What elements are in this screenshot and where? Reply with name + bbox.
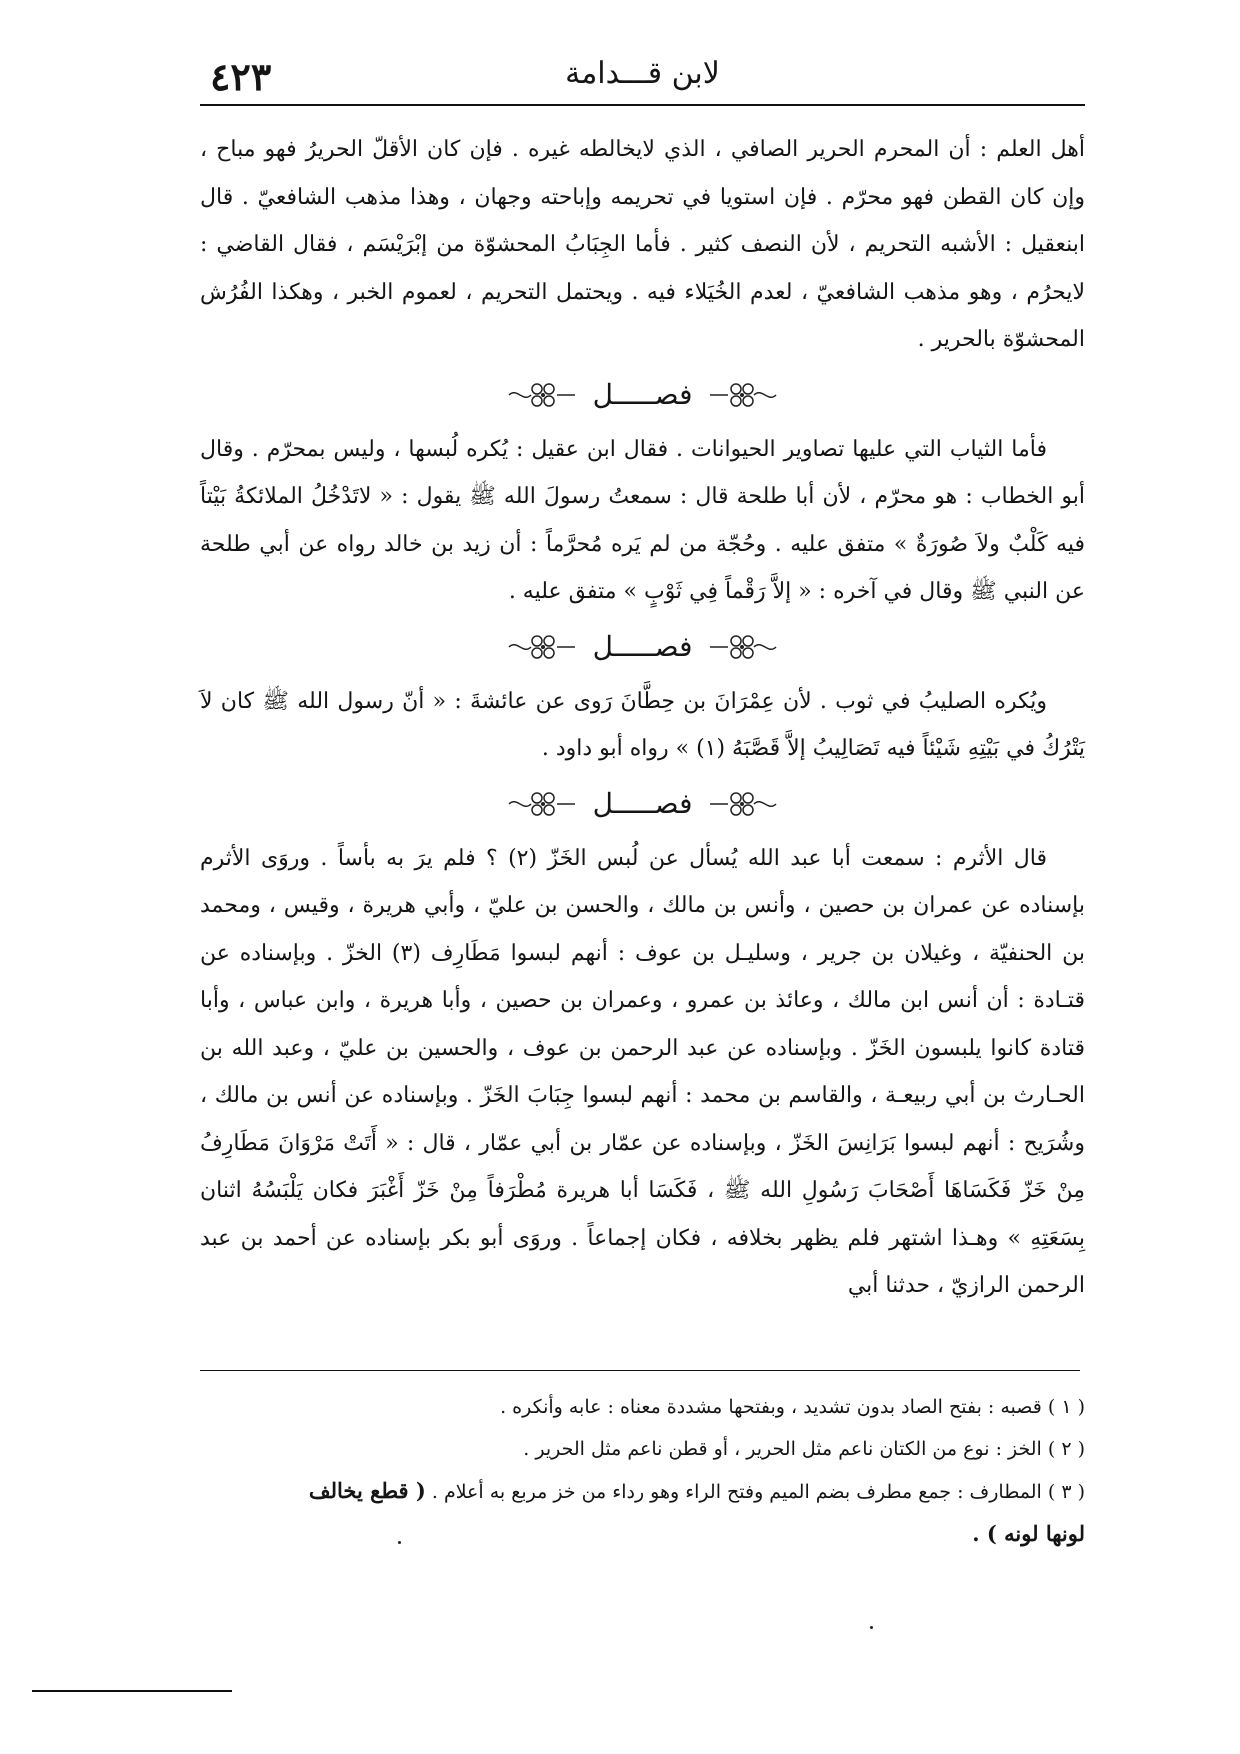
main-text xyxy=(200,126,1085,1310)
section-title: فصـــــل xyxy=(592,787,693,820)
footnote-2: ( ٢ ) الخز : نوع من الكتان ناعم مثل الحرير ، أو قطن ناعم مثل الحرير . xyxy=(523,1438,1085,1460)
section-title: فصـــــل xyxy=(592,378,693,411)
footnote-rule xyxy=(200,1370,1080,1371)
footnote-1: ( ١ ) قصبه : بفتح الصاد بدون تشديد ، وبفتحها مشددة معناه : عابه وأنكره . xyxy=(500,1396,1085,1418)
print-speck xyxy=(398,1541,401,1544)
paragraph-images: فأما الثياب التي عليها تصاوير الحيوانات . فقال ابن عقيل : يُكره لُبسها ، وليس بمحرّم . وقال أبو الخطاب : هو محرّم ، لأن أبا طلحة قال : سمعتُ رسولَ الله ﷺ يقول : « لاتَدْخُلُ الملائكةُ بَيْتاً فيه كَلْبٌ ولاَ صُورَةٌ » متفق عليه . وحُجّة من لم يَره مُحرَّماً : أن زيد بن خالد رواه عن أبي طلحة عن النبي ﷺ وقال في آخره : « إلاَّ رَقْماً فِي ثَوْبٍ » متفق عليه . xyxy=(200,436,1085,604)
bottom-rule xyxy=(32,1690,232,1692)
ornament-icon xyxy=(507,787,577,821)
section-heading xyxy=(200,366,1085,424)
footnote-3-text: ( ٣ ) المطارف : جمع مطرف بضم الميم وفتح الراء وهو رداء من خز مربع به أعلام . xyxy=(431,1481,1085,1503)
paragraph-khazz: قال الأثرم : سمعت أبا عبد الله يُسأل عن لُبس الخَزّ (٢) ؟ فلم يرَ به بأساً . وروَى الأثرم بإسناده عن عمران بن حصين ، وأنس بن مالك ، والحسن بن عليّ ، وأبي هريرة ، وقيس ، ومحمد بن الحنفيّة ، وغيلان بن جرير ، وسليـل بن عوف : أنهم لبسوا مَطَارِف (٣) الخزّ . وبإسناده عن قتـادة : أن أنس ابن مالك ، وعائذ بن عمرو ، وعمران بن حصين ، وأبا هريرة ، وابن عباس ، وأبا قتادة كانوا يلبسون الخَزّ . وبإسناده عن عبد الرحمن بن عوف ، والحسين بن عليّ ، وعبد الله بن الحـارث بن أبي ربيعـة ، والقاسم بن محمد : أنهم لبسوا جِبَابَ الخَزّ . وبإسناده عن أنس بن مالك ، وشُرَيح : أنهم لبسوا بَرَانِسَ الخَزّ ، وبإسناده عن عمّار بن أبي عمّار ، قال : « أَتَتْ مَرْوَانَ مَطَارِفُ مِنْ خَزّ فَكَسَاهَا أَصْحَابَ رَسُولِ الله ﷺ ، فَكَسَا أبا هريرة مُطْرَفاً مِنْ خَزّ أَغْبَرَ فكان يَلْبَسُهُ اثنان بِسَعَتِهِ » وهـذا اشتهر فلم يظهر بخلافه ، فكان إجماعاً . وروَى أبو بكر بإسناده عن أحمد بن عبد الرحمن الرازيّ ، حدثنا أبي xyxy=(200,845,1085,1298)
print-speck xyxy=(870,1626,873,1629)
ornament-icon xyxy=(708,630,778,664)
section-title: فصـــــل xyxy=(592,630,693,663)
ornament-icon xyxy=(507,378,577,412)
header-rule xyxy=(200,104,1085,106)
page-header xyxy=(200,46,1085,99)
footnote-3-bold: ( قطع يخالف xyxy=(308,1478,426,1503)
ornament-icon xyxy=(708,787,778,821)
section-heading xyxy=(200,775,1085,833)
paragraph-cross: ويُكره الصليبُ في ثوب . لأن عِمْرَانَ بن حِطَّانَ رَوى عن عائشةَ : « أنّ رسول الله ﷺ كان لاَ يَتْرُكُ في بَيْتِهِ شَيْئاً فيه تَصَالِيبُ إلاَّ قَصَّبَهُ (١) » رواه أبو داود . xyxy=(200,688,1085,761)
paragraph-silk: أهل العلم : أن المحرم الحرير الصافي ، الذي لايخالطه غيره . فإن كان الأقلّ الحريرُ فهو مباح ، وإن كان القطن فهو محرّم . فإن استويا في تحريمه وإباحته وجهان ، وهذا مذهب الشافعيّ . قال ابنعقيل : الأشبه التحريم ، لأن النصف كثير . فأما الجِبَابُ المحشوّة من إبْرَيْسَم ، فقال القاضي : لايحرُم ، وهو مذهب الشافعيّ ، لعدم الخُيَلاء فيه . ويحتمل التحريم ، لعموم الخبر ، وهكذا الفُرُش المحشوّة بالحرير . xyxy=(200,137,1086,352)
page-number: ٤٢٣ xyxy=(210,54,272,99)
footnotes xyxy=(200,1386,1085,1555)
ornament-icon xyxy=(507,630,577,664)
footnote-3-continuation: لونها لونه ) . xyxy=(972,1521,1085,1546)
section-heading xyxy=(200,618,1085,676)
running-title: لابن قـــدامة xyxy=(565,56,720,91)
footnote-3 xyxy=(200,1470,1085,1513)
ornament-icon xyxy=(708,378,778,412)
